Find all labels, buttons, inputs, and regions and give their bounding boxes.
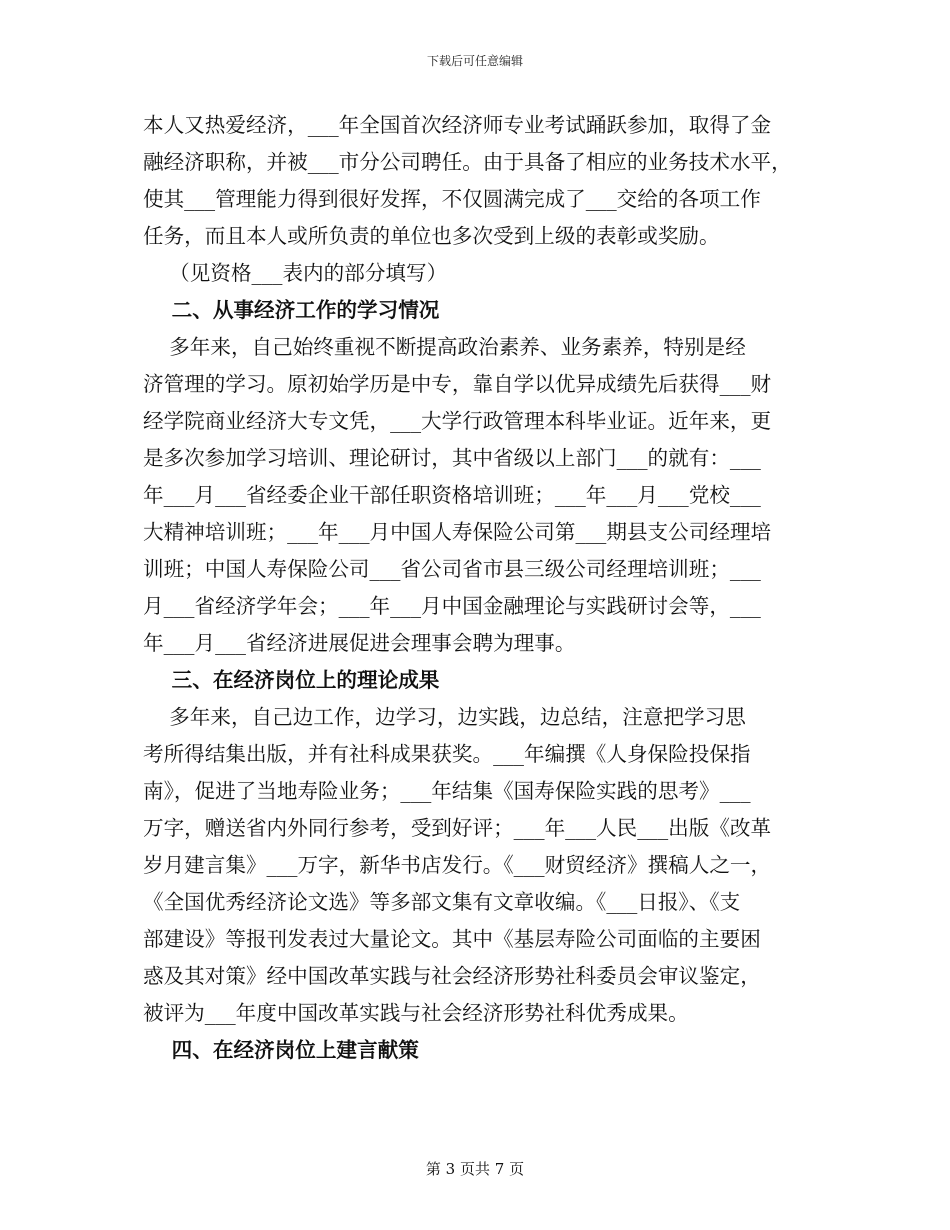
document-body bbox=[143, 107, 807, 1069]
text-line: 融经济职称，并被___市分公司聘任。由于具备了相应的业务技术水平， bbox=[143, 150, 792, 174]
text-line: 月___省经济学年会；___年___月中国金融理论与实践研讨会等，___ bbox=[143, 594, 761, 618]
text-line: 被评为___年度中国改革实践与社会经济形势社科优秀成果。 bbox=[143, 1001, 689, 1025]
text-line: 任务，而且本人或所负责的单位也多次受到上级的表彰或奖励。 bbox=[143, 224, 720, 248]
text-line: 训班；中国人寿保险公司___省公司省市县三级公司经理培训班；___ bbox=[143, 557, 761, 581]
text-line: 大精神培训班；___年___月中国人寿保险公司第___期县支公司经理培 bbox=[143, 520, 772, 544]
text-line: 《全国优秀经济论文选》等多部文集有文章收编。《___日报》、《支 bbox=[143, 890, 741, 914]
text-line: 年___月___省经济进展促进会理事会聘为理事。 bbox=[143, 631, 576, 655]
section-heading: 三、在经济岗位上的理论成果 bbox=[143, 668, 440, 692]
text-line: （见资格___表内的部分填写） bbox=[143, 261, 448, 285]
text-line: 多年来，自己始终重视不断提高政治素养、业务素养，特别是经 bbox=[143, 335, 746, 359]
header-note: 下载后可任意编辑 bbox=[426, 54, 523, 68]
section-heading: 四、在经济岗位上建言献策 bbox=[143, 1038, 419, 1062]
text-line: 多年来，自己边工作，边学习，边实践，边总结，注意把学习思 bbox=[143, 705, 746, 729]
text-line: 本人又热爱经济，___年全国首次经济师专业考试踊跃参加，取得了金 bbox=[143, 113, 772, 137]
text-line: 部建设》等报刊发表过大量论文。其中《基层寿险公司面临的主要困 bbox=[143, 927, 761, 951]
text-line: 考所得结集出版，并有社科成果获奖。___年编撰《人身保险投保指 bbox=[143, 742, 751, 766]
text-line: 济管理的学习。原初始学历是中专，靠自学以优异成绩先后获得___财 bbox=[143, 372, 772, 396]
section-heading: 二、从事经济工作的学习情况 bbox=[143, 298, 440, 322]
page-indicator: 第 3 页共 7 页 bbox=[425, 1160, 525, 1178]
text-line: 岁月建言集》___万字，新华书店发行。《___财贸经济》撰稿人之一， bbox=[143, 853, 772, 877]
text-line: 惑及其对策》经中国改革实践与社会经济形势社科委员会审议鉴定， bbox=[143, 964, 761, 988]
text-line: 经学院商业经济大专文凭，___大学行政管理本科毕业证。近年来，更 bbox=[143, 409, 772, 433]
text-line: 是多次参加学习培训、理论研讨，其中省级以上部门___的就有：___ bbox=[143, 446, 761, 470]
text-line: 年___月___省经委企业干部任职资格培训班；___年___月___党校___ bbox=[143, 483, 761, 507]
text-line: 南》，促进了当地寿险业务；___年结集《国寿保险实践的思考》___ bbox=[143, 779, 751, 803]
text-line: 使其___管理能力得到很好发挥，不仅圆满完成了___交给的各项工作 bbox=[143, 187, 761, 211]
text-line: 万字，赠送省内外同行参考，受到好评；___年___人民___出版《改革 bbox=[143, 816, 772, 840]
